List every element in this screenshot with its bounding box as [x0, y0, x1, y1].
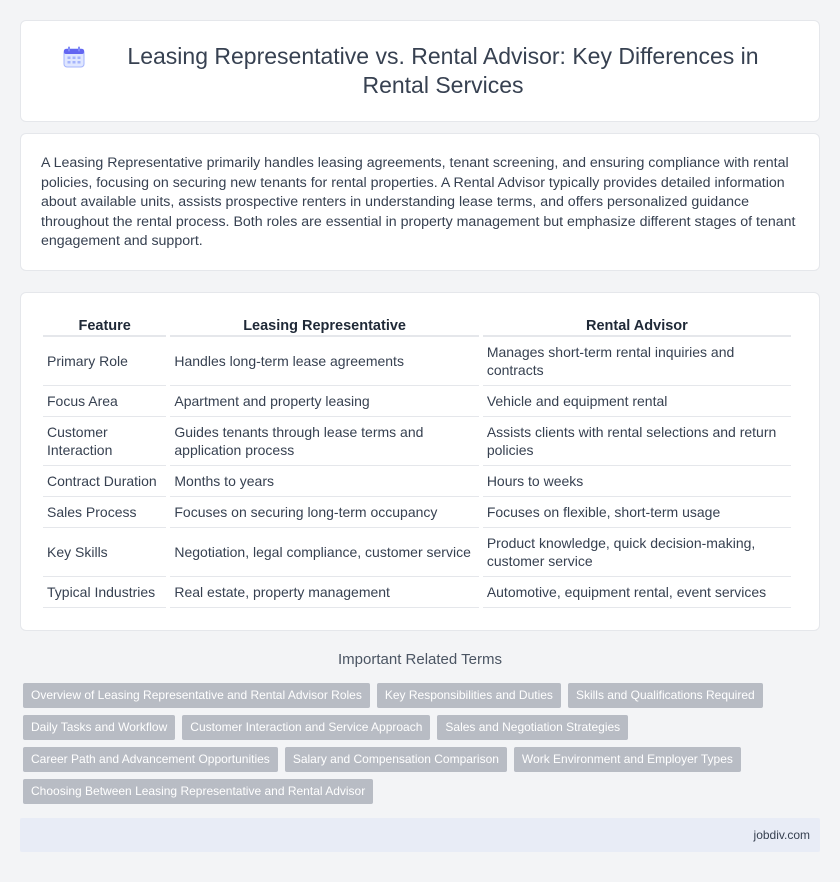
table-cell-feature: Typical Industries [43, 577, 166, 608]
page-title: Leasing Representative vs. Rental Advisor: Key Differences in Rental Services [127, 43, 759, 98]
table-header-rental-advisor: Rental Advisor [483, 313, 791, 337]
related-terms-list [23, 683, 823, 811]
comparison-table [39, 313, 795, 608]
related-term-tag[interactable]: Daily Tasks and Workflow [23, 715, 175, 740]
table-cell-feature: Primary Role [43, 337, 166, 386]
table-cell-rental: Manages short-term rental inquiries and contracts [483, 337, 791, 386]
header-card [20, 20, 820, 122]
table-row [43, 417, 791, 466]
related-term-tag[interactable]: Customer Interaction and Service Approach [182, 715, 430, 740]
calendar-icon [61, 44, 87, 70]
table-cell-feature: Focus Area [43, 386, 166, 417]
table-cell-rental: Automotive, equipment rental, event services [483, 577, 791, 608]
table-cell-rental: Product knowledge, quick decision-making, customer service [483, 528, 791, 577]
comparison-card [20, 292, 820, 631]
table-cell-leasing: Negotiation, legal compliance, customer service [170, 528, 478, 577]
intro-paragraph: A Leasing Representative primarily handles leasing agreements, tenant screening, and ensuring compliance with rental policies, focusing on securing new tenants for rental properties. A Rental Advisor typically provides detailed information about available units, assists prospective renters in understanding lease terms, and offers personalized guidance throughout the rental process. Both roles are essential in property management but emphasize different stages of tenant engagement and support. [41, 155, 796, 249]
related-term-tag[interactable]: Career Path and Advancement Opportunities [23, 747, 278, 772]
table-row [43, 337, 791, 386]
table-cell-feature: Key Skills [43, 528, 166, 577]
related-terms-title: Important Related Terms [338, 651, 502, 668]
table-cell-feature: Contract Duration [43, 466, 166, 497]
table-cell-feature: Sales Process [43, 497, 166, 528]
related-term-tag[interactable]: Skills and Qualifications Required [568, 683, 763, 708]
related-term-tag[interactable]: Salary and Compensation Comparison [285, 747, 507, 772]
table-cell-feature: Customer Interaction [43, 417, 166, 466]
table-cell-leasing: Apartment and property leasing [170, 386, 478, 417]
footer [20, 818, 820, 852]
table-cell-leasing: Real estate, property management [170, 577, 478, 608]
table-cell-leasing: Months to years [170, 466, 478, 497]
table-cell-leasing: Guides tenants through lease terms and application process [170, 417, 478, 466]
related-term-tag[interactable]: Key Responsibilities and Duties [377, 683, 561, 708]
table-cell-rental: Vehicle and equipment rental [483, 386, 791, 417]
table-cell-rental: Focuses on flexible, short-term usage [483, 497, 791, 528]
related-term-tag[interactable]: Work Environment and Employer Types [514, 747, 741, 772]
table-row [43, 577, 791, 608]
related-term-tag[interactable]: Overview of Leasing Representative and Rental Advisor Roles [23, 683, 370, 708]
table-cell-leasing: Handles long-term lease agreements [170, 337, 478, 386]
table-cell-rental: Assists clients with rental selections and return policies [483, 417, 791, 466]
table-cell-rental: Hours to weeks [483, 466, 791, 497]
table-cell-leasing: Focuses on securing long-term occupancy [170, 497, 478, 528]
table-row [43, 528, 791, 577]
related-term-tag[interactable]: Sales and Negotiation Strategies [437, 715, 628, 740]
table-header-leasing-representative: Leasing Representative [170, 313, 478, 337]
table-header-feature: Feature [43, 313, 166, 337]
table-row [43, 497, 791, 528]
table-row [43, 466, 791, 497]
related-term-tag[interactable]: Choosing Between Leasing Representative and Rental Advisor [23, 779, 373, 804]
table-row [43, 386, 791, 417]
intro-card [20, 133, 820, 271]
footer-site-link[interactable]: jobdiv.com [753, 828, 810, 842]
